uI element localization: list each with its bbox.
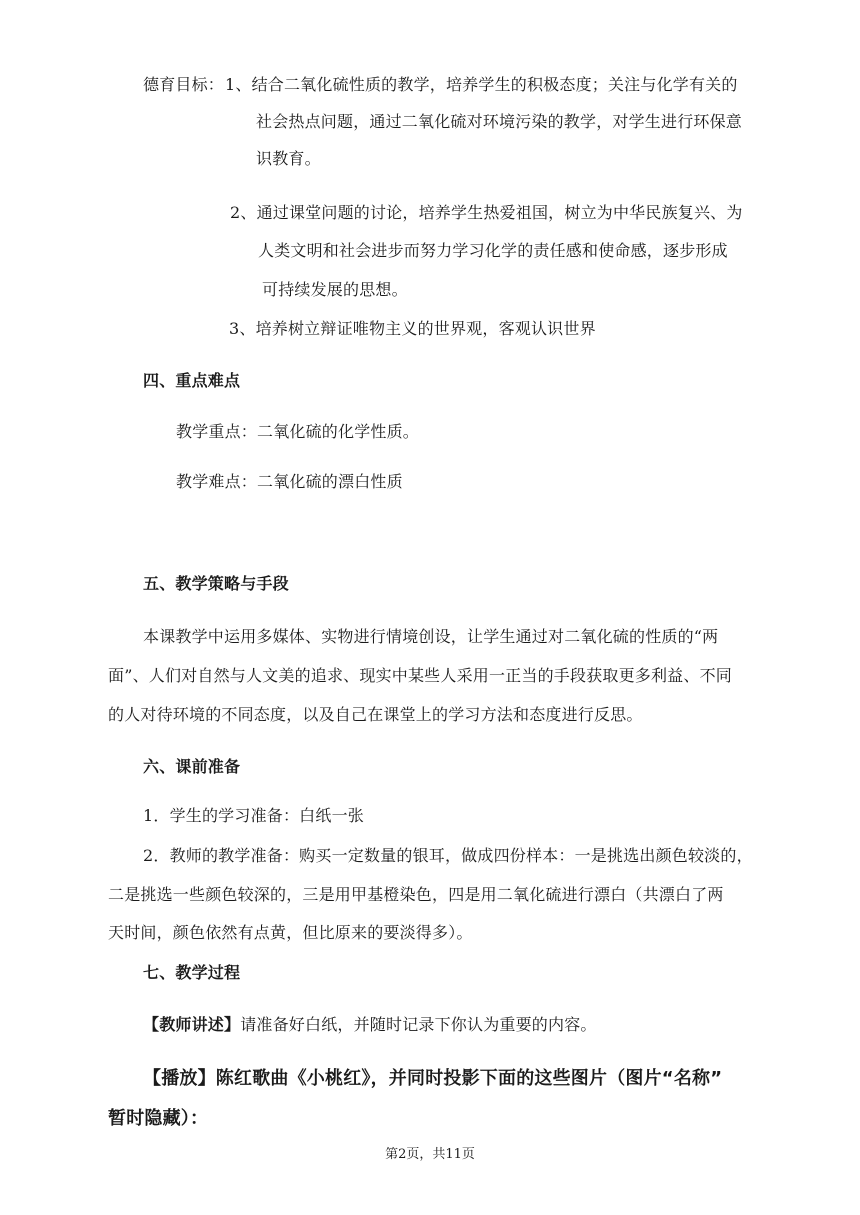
section-6-heading: 六、课前准备 bbox=[143, 757, 241, 776]
moral-item-1-line-2: 社会热点问题，通过二氧化硫对环境污染的教学，对学生进行环保意 bbox=[256, 112, 743, 131]
teacher-narration-text: 请准备好白纸，并随时记录下你认为重要的内容。 bbox=[240, 1015, 597, 1034]
teacher-preparation-line-1: 2．教师的教学准备：购买一定数量的银耳，做成四份样本：一是挑选出颜色较淡的， bbox=[143, 846, 753, 865]
moral-item-2-line-2: 人类文明和社会进步而努力学习化学的责任感和使命感，逐步形成 bbox=[258, 241, 728, 260]
moral-item-3: 3、培养树立辩证唯物主义的世界观，客观认识世界 bbox=[229, 319, 596, 338]
teacher-preparation-line-2: 二是挑选一些颜色较深的，三是用甲基橙染色，四是用二氧化硫进行漂白（共漂白了两 bbox=[108, 885, 724, 904]
teacher-narration bbox=[143, 1015, 597, 1035]
moral-item-1-line-3: 识教育。 bbox=[256, 149, 321, 168]
section-4-heading: 四、重点难点 bbox=[143, 371, 241, 390]
moral-item-2-line-3: 可持续发展的思想。 bbox=[262, 280, 408, 299]
moral-item-1-line-1: 1、结合二氧化硫性质的教学，培养学生的积极态度；关注与化学有关的 bbox=[225, 75, 738, 94]
section-5-line-1: 本课教学中运用多媒体、实物进行情境创设，让学生通过对二氧化硫的性质的“两 bbox=[143, 627, 719, 646]
teaching-difficulty: 教学难点：二氧化硫的漂白性质 bbox=[176, 472, 403, 491]
section-5-heading: 五、教学策略与手段 bbox=[143, 574, 289, 593]
section-5-line-3: 的人对待环境的不同态度，以及自己在课堂上的学习方法和态度进行反思。 bbox=[108, 705, 643, 724]
page-number-footer: 第2页，共11页 bbox=[385, 1147, 475, 1162]
moral-item-2-line-1: 2、通过课堂问题的讨论，培养学生热爱祖国，树立为中华民族复兴、为 bbox=[230, 203, 743, 222]
play-instruction-line-2: 暂时隐藏）： bbox=[108, 1108, 209, 1129]
section-5-line-2: 面”、人们对自然与人文美的追求、现实中某些人采用一正当的手段获取更多利益、不同 bbox=[108, 666, 732, 685]
student-preparation: 1．学生的学习准备：白纸一张 bbox=[143, 806, 364, 825]
moral-goal-label: 德育目标： bbox=[143, 75, 225, 94]
section-7-heading: 七、教学过程 bbox=[143, 963, 241, 982]
teacher-preparation-line-3: 天时间，颜色依然有点黄，但比原来的要淡得多）。 bbox=[108, 923, 473, 942]
teacher-narration-label: 【教师讲述】 bbox=[143, 1015, 241, 1034]
teaching-focus: 教学重点：二氧化硫的化学性质。 bbox=[176, 422, 420, 441]
play-instruction-line-1: 【播放】陈红歌曲《小桃红》，并同时投影下面的这些图片（图片“名称” bbox=[143, 1068, 723, 1089]
